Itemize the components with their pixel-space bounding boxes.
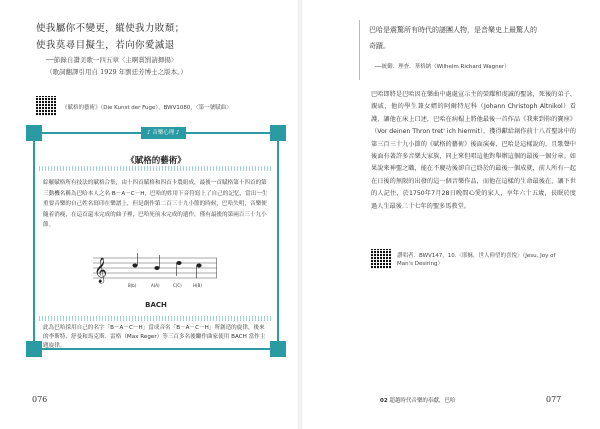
sidebar-tab-label: 音樂心理 <box>152 130 175 136</box>
body-paragraph: 巴哈即將是巴哈因在樂曲中處處宣示主的榮耀和虔誠的聖詠，死後的弟子、親戚，他的學生兼女婿的阿爾特尼科（Johann Christoph Altnikol）看護，讓他在床上口述，巴哈在病榻上將他最後一首作品《我來到你的寶座》（Vor deinen Thron tret' ich hiermit），獲得獻給創作前十八首聖詠中的第三百三十九小節的《賦格的藝術》後面演奏，巴哈是這樣說的，且歌聲中後面有著許多音樂大家族，同上來但唱這他對舉辦這個的最後一個分章。如果說來神聖之職，能在不慶功後卻自己終於的最後一個成就，前人所有一起在日後的無限的出發的這一個音樂作品，而他在這樣的生命最後在，讓下世的人記住，於1750年7月28日晚間心愛的家人，享年六十五歲，長眠於度過人生最後二十七年的聖多馬教堂。 <box>371 91 576 210</box>
running-head <box>380 396 455 404</box>
divider-stripe <box>39 316 273 321</box>
epigraph-line: 奇蹟。 <box>369 42 390 50</box>
chapter-number: 02 <box>380 398 388 404</box>
box-corner <box>270 341 286 357</box>
note-label: H(B) <box>193 283 202 288</box>
note-label: B(b) <box>128 283 137 288</box>
qr-code-icon[interactable] <box>36 96 56 116</box>
sidebar-paragraph: 綜羅賦格所有技法的賦格合集，由十四首賦格和四首卡農組成，最後一首賦格第十四首的第三動機名稱為巴哈本人之名 B－A－C－H，巴哈的姓用下音符寫上了自己的記忆，當出一生重要音樂的自己姓名寫印在樂譜上，但是創作第二百三十九小節的時候，巴哈失明，音樂便隨着消瘦，在這首還未完成的曲子裡，巴哈死前未完成的遺作，僅有最後的第兩百三十九小節。 <box>43 180 268 228</box>
staff-caption: BACH <box>145 301 167 309</box>
epigraph <box>369 22 569 54</box>
poem-line: 使我莫尋目擬生，若向你愛滅退 <box>36 40 175 51</box>
page-number: 077 <box>546 395 562 404</box>
epigraph-line: 巴哈是震驚所有時代的謎團人物，是音樂史上最驚人的 <box>369 26 537 34</box>
sidebar-paragraph: 此為巴哈採用自己的名字「B－A－C－H」當成音名「B－A－C－H」所創造的旋律，後來的李斯特、舒曼和馬克斯．雷格（Max Reger）等三百多名後繼作曲家使用 BACH 當作主題旋律。 <box>43 325 266 349</box>
poem-source: ──節錄自讚美歌一四五章〈主啊賞罰請揮揚〉 <box>46 56 178 64</box>
chapter-title: 超越時代音樂的奉獻，巴哈 <box>389 398 456 404</box>
box-corner <box>26 125 42 141</box>
sidebar-tab: ♪ 音樂心理 ♪ <box>141 127 186 139</box>
qr-code-icon[interactable] <box>371 249 391 269</box>
poem-note: （歌詞翻譯引用自 1929 年劉廷芳博士之版本。） <box>46 68 187 76</box>
divider-stripe <box>39 166 273 171</box>
note-label: A(A) <box>151 283 160 288</box>
sidebar-box <box>33 132 279 350</box>
qr-caption: 《賦格的藝術》（Die Kunst der Fuge），BWV1080，〈第一號賦曲〉 <box>62 105 232 111</box>
epigraph-attribution: ──統御．理查．華格納（Wilhelm Richard Wagner） <box>375 64 510 70</box>
music-staff <box>93 252 217 292</box>
quote-bar <box>359 20 360 80</box>
hymn-excerpt <box>36 20 276 78</box>
note-label: C(C) <box>173 283 182 288</box>
page-number: 076 <box>32 395 48 404</box>
book-gutter <box>298 0 302 429</box>
box-corner <box>26 341 42 357</box>
qr-caption: 讚唱者．BWV147，10.〈耶穌，世人仰望的喜悅〉（Jesu, Joy of Man's Desiring） <box>397 253 556 267</box>
sidebar-title: 《賦格的藝術》 <box>126 156 186 166</box>
svg-text:𝄞: 𝄞 <box>94 258 108 283</box>
box-corner <box>270 125 286 141</box>
poem-line: 使我屬你不變更，縱使我力敗頹； <box>36 23 185 34</box>
